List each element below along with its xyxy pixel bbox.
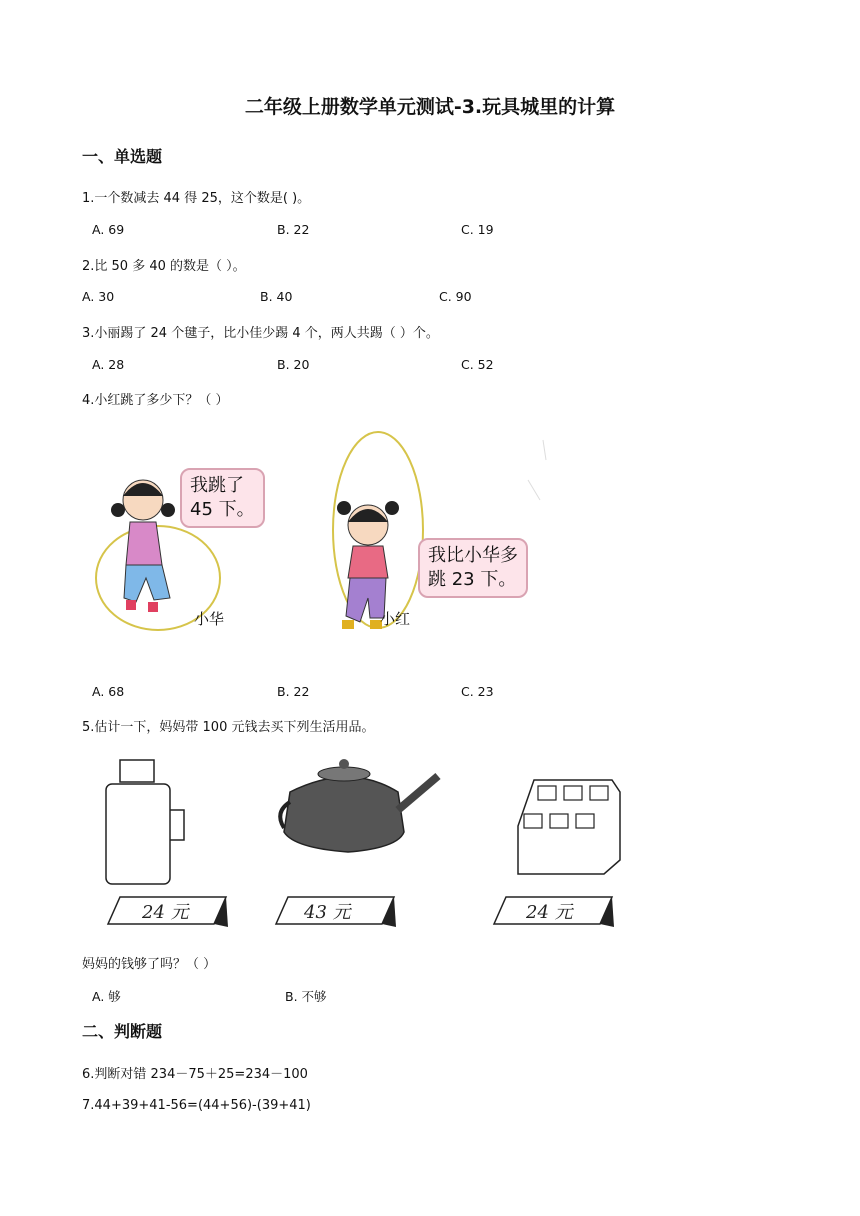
- question-6: 6.判断对错 234－75＋25=234－100: [82, 1067, 308, 1082]
- q1-option-b[interactable]: B. 22: [277, 222, 310, 237]
- speech-bubble-xiaohong: [418, 538, 528, 598]
- question-5-prompt: 妈妈的钱够了吗？（ ）: [82, 957, 217, 972]
- question-1: 1.一个数减去 44 得 25，这个数是( )。: [82, 191, 311, 206]
- question-5: 5.估计一下，妈妈带 100 元钱去买下列生活用品。: [82, 720, 375, 735]
- q4-option-c[interactable]: C. 23: [461, 684, 494, 699]
- bubble-line: 我比小华多: [428, 545, 518, 566]
- q5-option-b[interactable]: B. 不够: [285, 989, 327, 1004]
- question-4: 4.小红跳了多少下？（ ）: [82, 393, 229, 408]
- question-7: 7.44+39+41-56=(44+56)-(39+41): [82, 1098, 311, 1113]
- section-heading-single-choice: 一、单选题: [82, 147, 163, 166]
- question-3: 3.小丽踢了 24 个毽子，比小佳少踢 4 个，两人共踢（ ）个。: [82, 326, 439, 341]
- q3-option-b[interactable]: B. 20: [277, 357, 310, 372]
- jump-rope-illustration: [88, 430, 550, 645]
- price-label-teapot: 43 元: [304, 902, 351, 923]
- bubble-line: 45 下。: [190, 499, 255, 520]
- q4-option-a[interactable]: A. 68: [92, 684, 125, 699]
- price-label-cups: 24 元: [526, 902, 573, 923]
- q2-option-b[interactable]: B. 40: [260, 289, 293, 304]
- q3-option-c[interactable]: C. 52: [461, 357, 494, 372]
- q1-option-a[interactable]: A. 69: [92, 222, 125, 237]
- household-items-illustration: [98, 752, 628, 932]
- q3-option-a[interactable]: A. 28: [92, 357, 125, 372]
- name-label-xiaohua: 小华: [194, 610, 225, 628]
- q5-option-a[interactable]: A. 够: [92, 989, 121, 1004]
- speech-bubble-xiaohua: [180, 468, 265, 528]
- price-label-thermos: 24 元: [142, 902, 189, 923]
- q2-option-a[interactable]: A. 30: [82, 289, 115, 304]
- q2-option-c[interactable]: C. 90: [439, 289, 472, 304]
- household-items-drawing: [98, 752, 628, 932]
- name-label-xiaohong: 小红: [380, 610, 411, 628]
- page-title: 二年级上册数学单元测试-3.玩具城里的计算: [244, 96, 616, 118]
- q4-option-b[interactable]: B. 22: [277, 684, 310, 699]
- bubble-line: 跳 23 下。: [428, 569, 517, 590]
- section-heading-true-false: 二、判断题: [82, 1022, 163, 1041]
- question-2: 2.比 50 多 40 的数是（ ）。: [82, 259, 246, 274]
- bubble-line: 我跳了: [190, 475, 244, 496]
- q1-option-c[interactable]: C. 19: [461, 222, 494, 237]
